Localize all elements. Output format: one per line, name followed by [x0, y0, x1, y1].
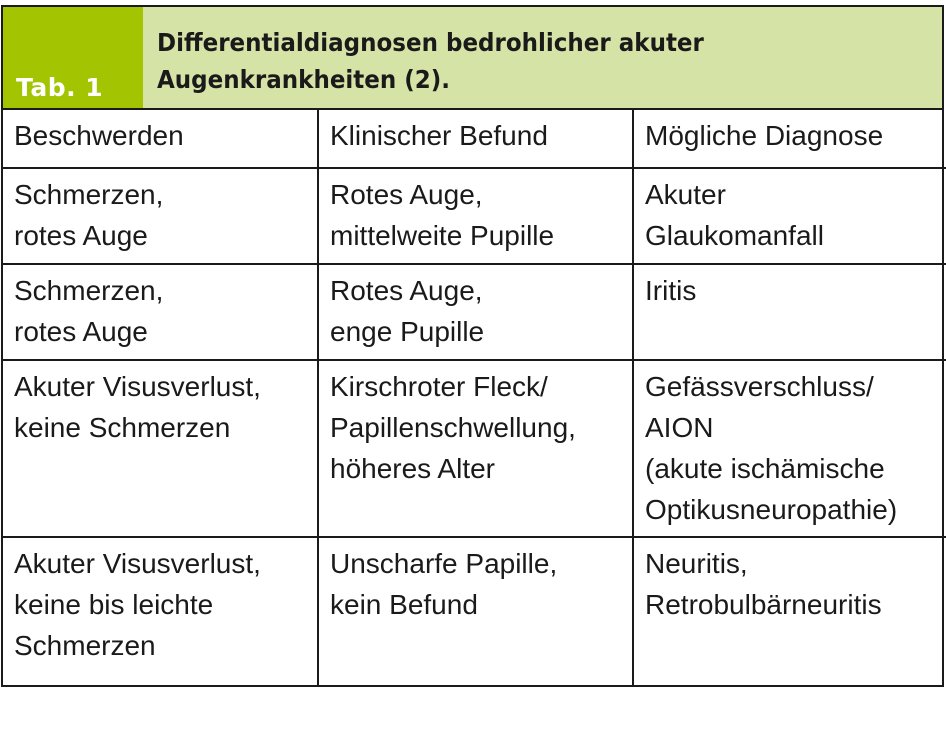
cell-clinical-findings: Rotes Auge, mittelweite Pupille: [318, 168, 633, 264]
cell-possible-diagnosis: Gefässverschluss/ AION (akute ischämische Optikusneuropathie): [633, 360, 946, 537]
cell-clinical-findings: Rotes Auge, enge Pupille: [318, 264, 633, 360]
header-clinical-findings: Klinischer Befund: [318, 110, 633, 168]
table-caption: [3, 7, 942, 110]
table-row: [3, 360, 946, 537]
table-row: [3, 168, 946, 264]
tab-number-label: Tab. 1: [16, 73, 104, 102]
cell-clinical-findings: Kirschroter Fleck/ Papillenschwellung, höheres Alter: [318, 360, 633, 537]
caption-title-box: [143, 7, 942, 108]
header-complaints: Beschwerden: [3, 110, 318, 168]
table-header-row: [3, 110, 946, 168]
tab-label-box: [3, 7, 143, 108]
table-title: Differentialdiagnosen bedrohlicher akuter Augenkrankheiten (2).: [157, 28, 704, 94]
cell-clinical-findings: Unscharfe Papille, kein Befund: [318, 537, 633, 685]
cell-complaints: Schmerzen, rotes Auge: [3, 168, 318, 264]
cell-possible-diagnosis: Neuritis, Retrobulbärneuritis: [633, 537, 946, 685]
header-possible-diagnosis: Mögliche Diagnose: [645, 120, 884, 151]
cell-complaints: Akuter Visusverlust, keine Schmerzen: [3, 360, 318, 537]
diagnosis-table-frame: [1, 5, 944, 687]
table-row: [3, 264, 946, 360]
cell-complaints: Akuter Visusverlust, keine bis leichte Schmerzen: [3, 537, 318, 685]
diagnosis-table: [3, 110, 946, 685]
cell-possible-diagnosis: Akuter Glaukomanfall: [633, 168, 946, 264]
cell-possible-diagnosis: Iritis: [633, 264, 946, 360]
cell-complaints: Schmerzen, rotes Auge: [3, 264, 318, 360]
table-row: [3, 537, 946, 685]
